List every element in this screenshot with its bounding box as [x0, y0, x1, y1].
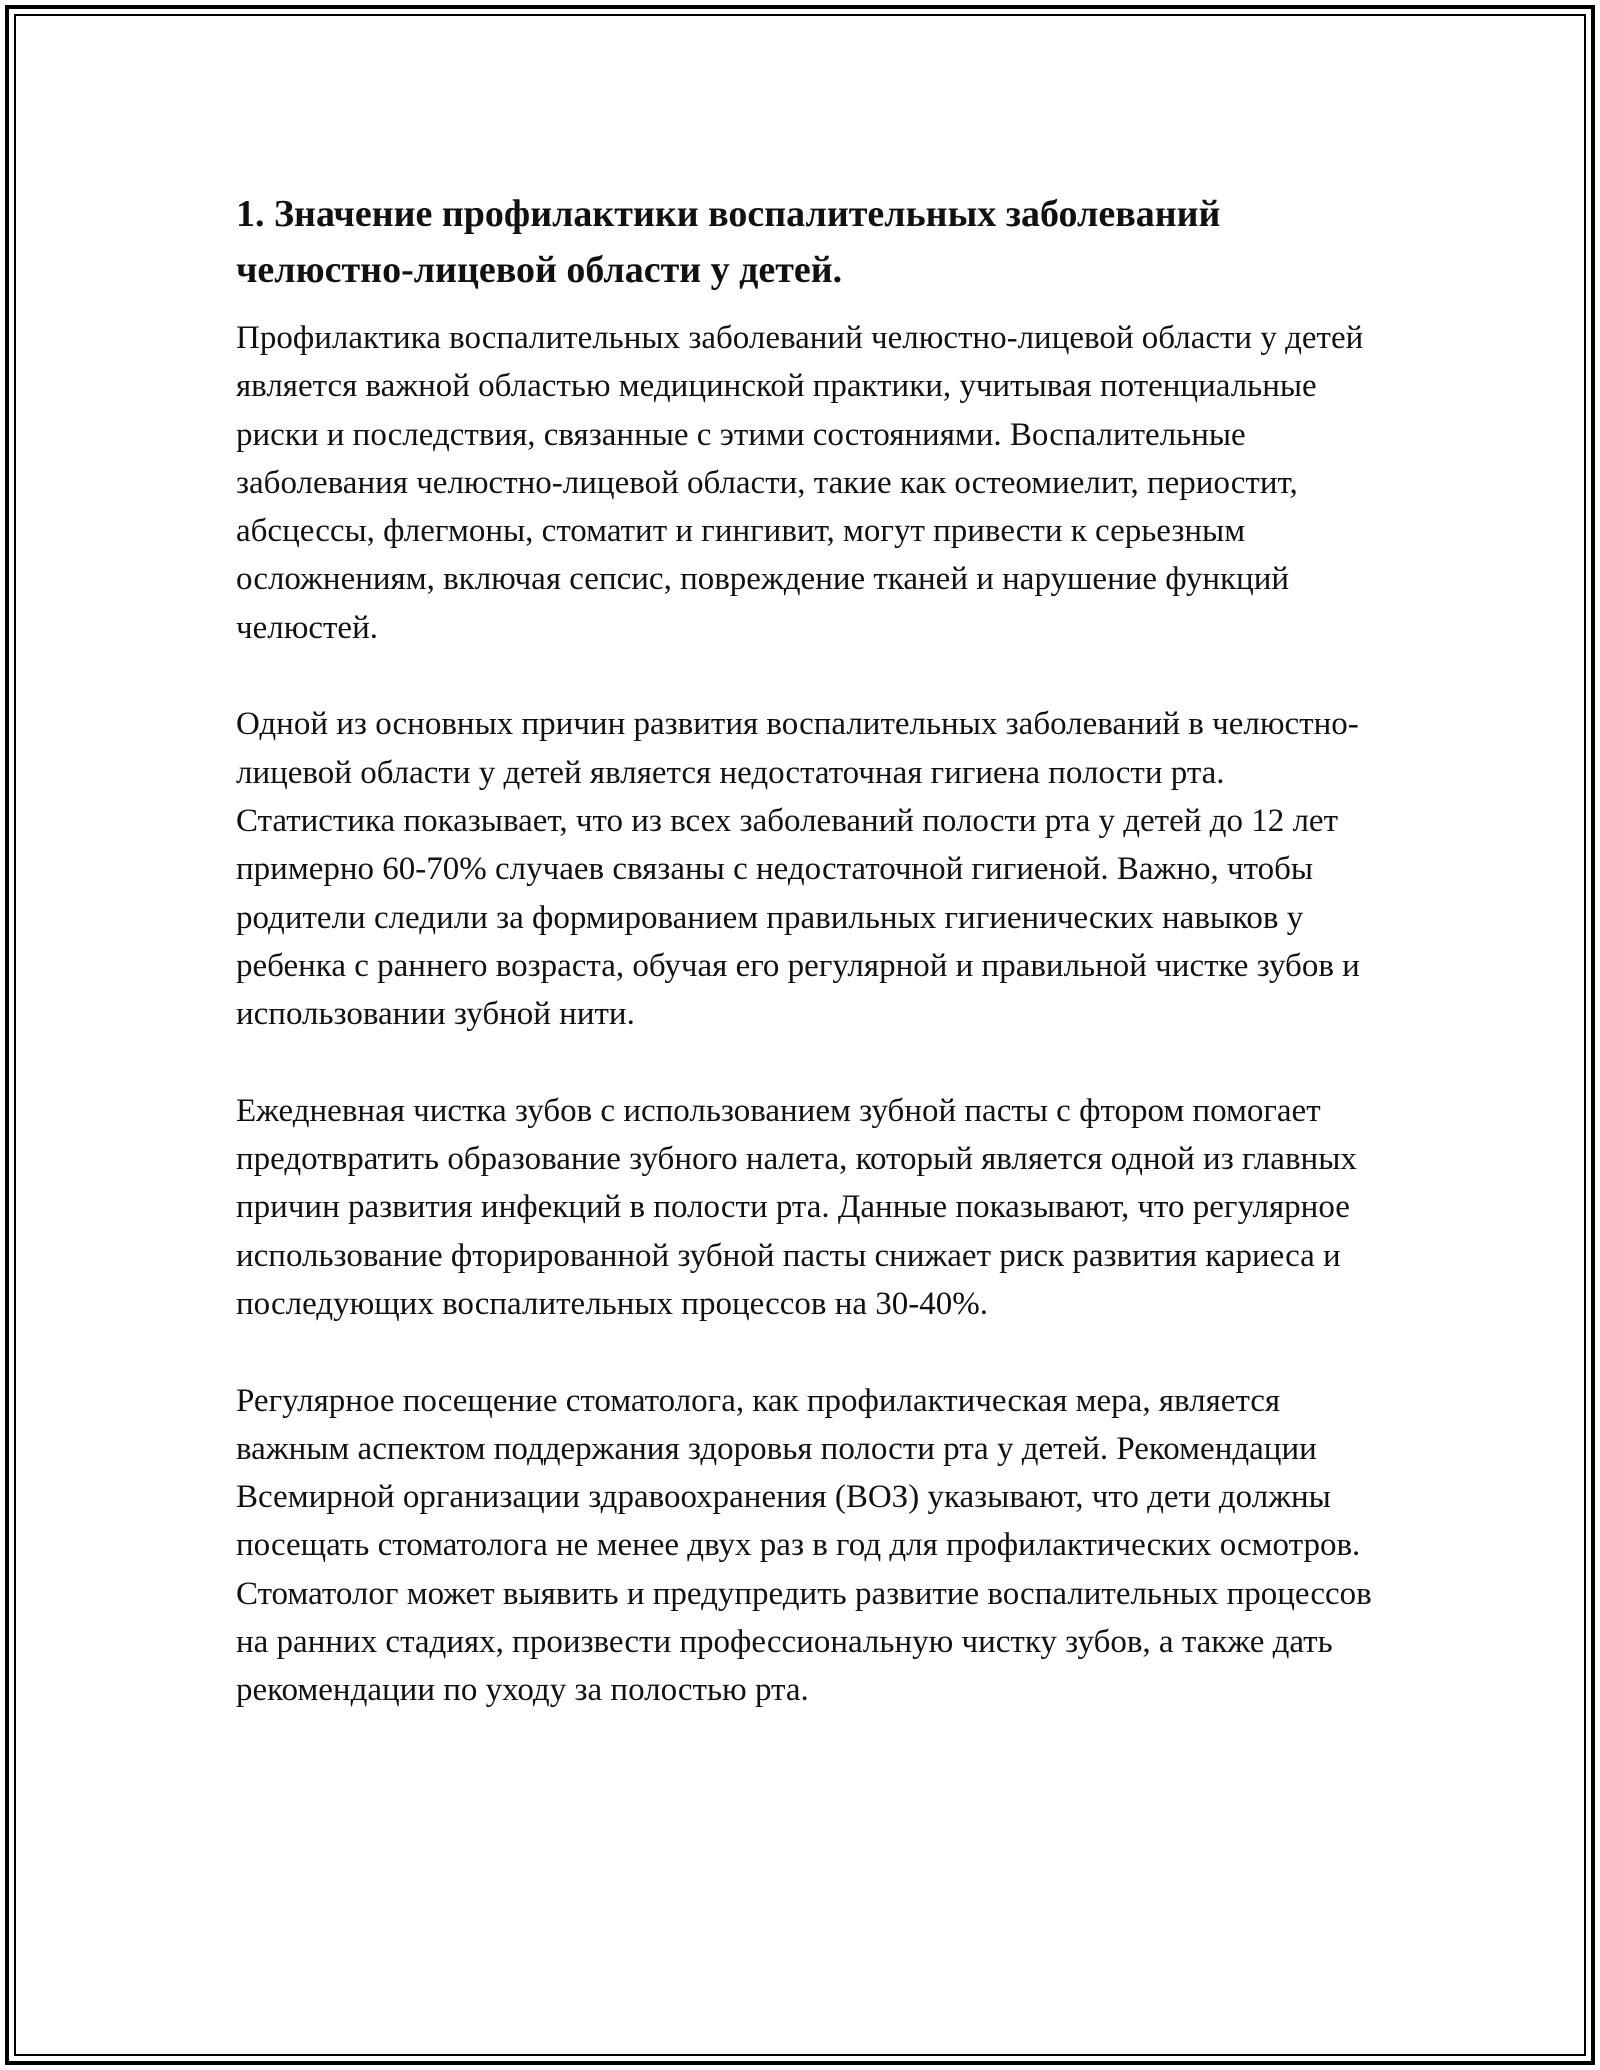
- document-body: [236, 186, 1386, 1715]
- paragraph-1: Профилактика воспалительных заболеваний челюстно-лицевой области у детей является важной областью медицинской практики, учитывая потенциальные риски и последствия, связанные с этими состояниями. Воспалительные заболевания челюстно-лицевой области, такие как остеомиелит, периостит, абсцессы, флегмоны, стоматит и гингивит, могут привести к серьезным осложнениям, включая сепсис, повреждение тканей и нарушение функций челюстей.: [236, 320, 1364, 646]
- paragraph-4: Регулярное посещение стоматолога, как профилактическая мера, является важным аспектом поддержания здоровья полости рта у детей. Рекомендации Всемирной организации здравоохранения (ВОЗ) указывают, что дети должны посещать стоматолога не менее двух раз в год для профилактических осмотров. Стоматолог может выявить и предупредить развитие воспалительных процессов на ранних стадиях, произвести профессиональную чистку зубов, а также дать рекомендации по уходу за полостью рта.: [236, 1382, 1372, 1709]
- paragraph-2: Одной из основных причин развития воспалительных заболеваний в челюстно-лицевой области у детей является недостаточная гигиена полости рта. Статистика показывает, что из всех заболеваний полости рта у детей до 12 лет примерно 60-70% случаев связаны с недостаточной гигиеной. Важно, чтобы родители следили за формированием правильных гигиенических навыков у ребенка с раннего возраста, обучая его регулярной и правильной чистке зубов и использовании зубной нити.: [236, 706, 1360, 1033]
- section-heading: 1. Значение профилактики воспалительных заболеваний челюстно-лицевой области у детей.: [236, 193, 1221, 291]
- paragraph-3: Ежедневная чистка зубов с использованием зубной пасты с фтором помогает предотвратить образование зубного налета, который является одной из главных причин развития инфекций в полости рта. Данные показывают, что регулярное использование фторированной зубной пасты снижает риск развития кариеса и последующих воспалительных процессов на 30-40%.: [236, 1092, 1357, 1322]
